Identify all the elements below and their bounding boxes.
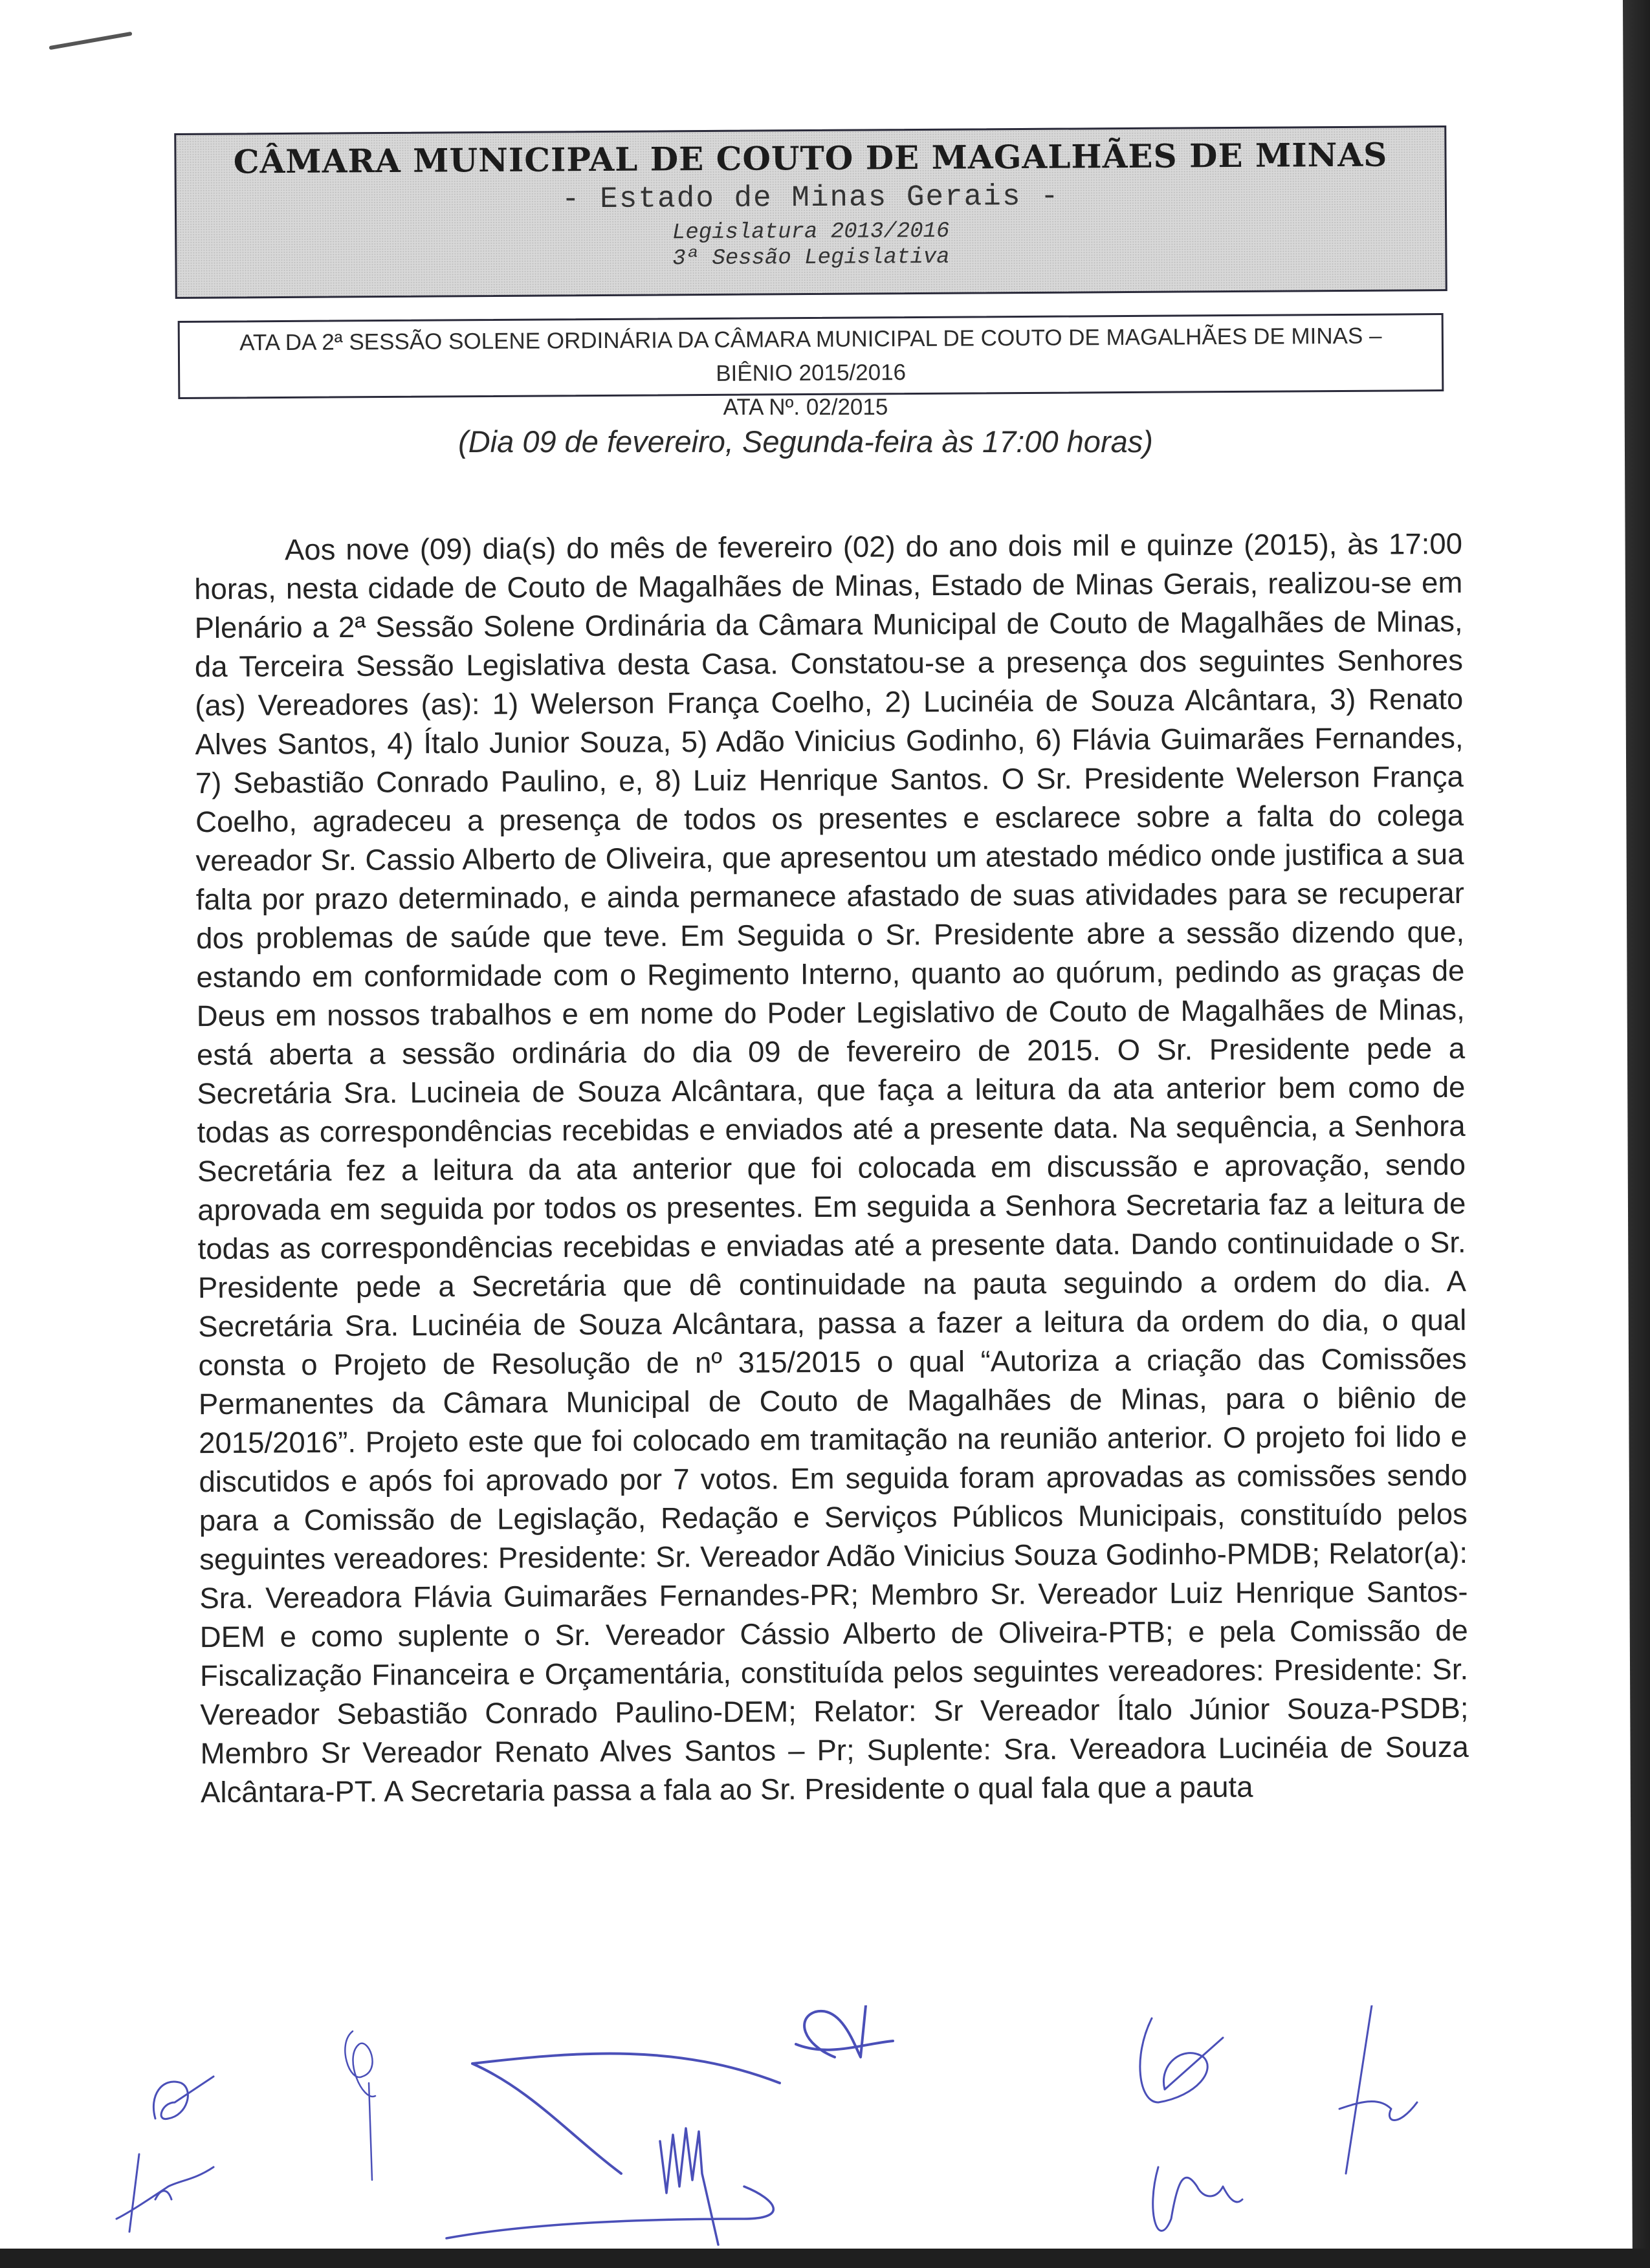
signatures-svg [0,2005,1611,2251]
signature-3 [345,2031,375,2180]
minutes-number: ATA Nº. 02/2015 [723,395,888,420]
legislative-session: 3ª Sessão Legislativa [672,245,950,272]
minutes-body-paragraph: Aos nove (09) dia(s) do mês de fevereiro (02) do ano dois mil e quinze (2015), às 17:00 horas, nesta cidade de Couto de Magalhães de Minas, Estado de Minas Gerais, realizou-se em Plenário a 2ª Sessão Solene Ordinária da Câmara Municipal de Couto de Magalhães de Minas, da Terceira Sessão Legislativa desta Casa. Constatou-se a presença dos seguintes Senhores (as) Vereadores (as): 1) Welerson França Coelho, 2) Lucinéia de Souza Alcântara, 3) Renato Alves Santos, 4) Ítalo Junior Souza, 5) Adão Vinicius Godinho, 6) Flávia Guimarães Fernandes, 7) Sebastião Conrado Paulino, e, 8) Luiz Henrique Santos. O Sr. Presidente Welerson França Coelho, agradeceu a presença de todos os presentes e esclarece sobre a falta do colega vereador Sr. Cassio Alberto de Oliveira, que apresentou um atestado médico onde justifica a sua falta por prazo determinado, e ainda permanece afastado de suas atividades para se recuperar dos problemas de saúde que teve. Em Seguida o Sr. Presidente abre a sessão dizendo que, estando em conformidade com o Regimento Interno, quanto ao quórum, pedindo as graças de Deus em nossos trabalhos e em nome do Poder Legislativo de Couto de Magalhães de Minas, está aberta a sessão ordinária do dia 09 de fevereiro de 2015. O Sr. Presidente pede a Secretária Sra. Lucineia de Souza Alcântara, que faça a leitura da ata anterior bem como de todas as correspondências recebidas e enviados até a presente data. Na sequência, a Senhora Secretária fez a leitura da ata anterior que foi colocada em discussão e aprovação, sendo aprovada em seguida por todos os presentes. Em seguida a Senhora Secretaria faz a leitura de todas as correspondências recebidas e enviadas até a presente data. Dando continuidade o Sr. Presidente pede a Secretária que dê continuidade na pauta seguindo a ordem do dia. A Secretária Sra. Lucinéia de Souza Alcântara, passa a fazer a leitura da ordem do dia, o qual consta o Projeto de Resolução de nº 315/2015 o qual “Autoriza a criação das Comissões Permanentes da Câmara Municipal de Couto de Magalhães de Minas, para o biênio de 2015/2016”. Projeto este que foi colocado em tramitação na reunião anterior. O projeto foi lido e discutidos e após foi aprovado por 7 votos. Em seguida foram aprovadas as comissões sendo para a Comissão de Legislação, Redação e Serviços Públicos Municipais, constituído pelos seguintes vereadores: Presidente: Sr. Vereador Adão Vinicius Souza Godinho-PMDB; Relator(a): Sra. Vereadora Flávia Guimarães Fernandes-PR; Membro Sr. Vereador Luiz Henrique Santos-DEM e como suplente o Sr. Vereador Cássio Alberto de Oliveira-PTB; e pela Comissão de Fiscalização Financeira e Orçamentária, constituída pelos seguintes vereadores: Presidente: Sr. Vereador Sebastião Conrado Paulino-DEM; Relator: Sr Vereador Ítalo Júnior Souza-PSDB; Membro Sr Vereador Renato Alves Santos – Pr; Suplente: Sra. Vereadora Lucinéia de Souza Alcântara-PT. A Secretaria passa a fala ao Sr. Presidente o qual fala que a pauta [194,527,1469,1809]
session-date: (Dia 09 de fevereiro, Segunda-feira às 17:00 horas) [458,424,1153,459]
institution-name: CÂMARA MUNICIPAL DE COUTO DE MAGALHÃES DE MINAS [233,135,1388,181]
signature-5 [446,2128,773,2245]
signature-7 [1153,2167,1242,2230]
minutes-title-box [178,313,1444,399]
legislature-period: Legislatura 2013/2016 [672,219,950,246]
minutes-title-line-2: BIÊNIO 2015/2016 [716,360,907,386]
signatures-area [0,2005,1611,2251]
scanner-edge [1611,0,1650,2268]
letterhead-box [174,125,1447,299]
state-name: - Estado de Minas Gerais - [561,179,1060,217]
minutes-title-line-1: ATA DA 2ª SESSÃO SOLENE ORDINÁRIA DA CÂMARA MUNICIPAL DE COUTO DE MAGALHÃES DE MINAS – [239,323,1382,356]
signature-1 [153,2077,214,2119]
signature-2 [116,2154,214,2232]
signature-6 [1140,2018,1223,2102]
scanner-bottom-edge [0,2249,1650,2268]
signature-8 [1339,2005,1417,2174]
